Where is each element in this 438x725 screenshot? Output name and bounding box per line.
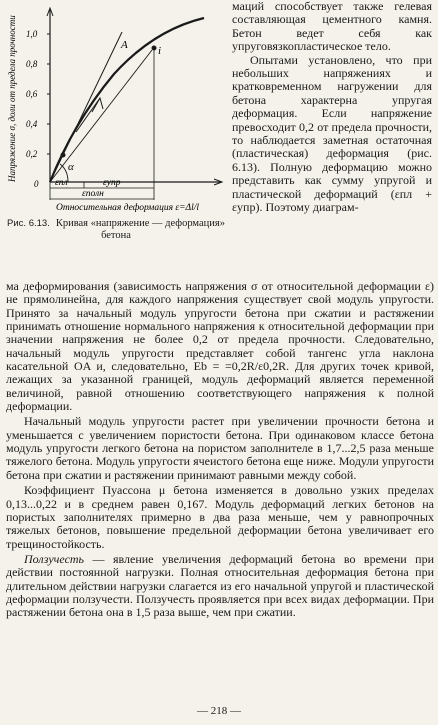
eps-upr-label: εупр — [103, 178, 121, 188]
stress-strain-figure — [4, 2, 226, 212]
x-axis-label: Относительная деформация ε=Δl/l — [56, 203, 200, 212]
figure-caption-text: Кривая «напряжение — деформация» бетона — [55, 218, 225, 241]
paragraph: маций способствует также гелевая составляющая цементного камня. Бетон ведет себя как упруговязкопластическое тело. — [232, 0, 432, 54]
main-text — [6, 280, 434, 622]
paragraph: Коэффициент Пуассона μ бетона изменяется в довольно узких пределах 0,13...0,22 и в среднем равен 0,167. Модуль деформаций легких бетонов на пористых заполнителях примерно в два раза меньше, чем у равнопрочных тяжелых бетонов, повышение предельной деформации бетона увеличивает его трещиностойкость. — [6, 483, 434, 551]
y-tick-label: 0,6 — [26, 89, 38, 99]
stress-strain-diagram — [4, 2, 226, 212]
point-A-label: A — [121, 39, 128, 51]
point-0-2-marker — [61, 153, 66, 158]
creep-definition: — явление увеличения деформаций бетона во времени при действии постоянной нагрузки. Полная относительная деформация бетона при длительном действии нагрузки слагается из его начальной упругой и пластической деформации ползучести. Ползучесть проявляется при всех видах деформации. При растяжении бетона она в 1,5 раза выше, чем при сжатии. — [6, 551, 434, 620]
y-tick-label: 0,8 — [26, 59, 38, 69]
y-tick-label: 0,2 — [26, 149, 38, 159]
y-tick-label: 0 — [34, 179, 39, 189]
page-number: — 218 — — [197, 705, 241, 717]
right-column-text — [232, 0, 432, 215]
paragraph: ма деформирования (зависимость напряжения σ от относительной деформации ε) не прямолинейна, для каждого напряжения существует свой модуль упругости. Принято за начальный модуль упругости бетона при сжатии и растяжении принимать отношение нормального напряжения к относительной деформации при значении напряжения не более 0,2 от предела прочности. Следовательно, начальный модуль упругости представляет собой тангенс угла наклона касательной OA и, следовательно, Eb = =0,2R/ε0,2R. Для других точек кривой, лежащих за указанной границей, модуль деформаций является переменной величиной, равной отношению соответствующего напряжения к полной деформации. — [6, 279, 434, 414]
y-tick-label: 1,0 — [26, 29, 38, 39]
eps-pl-label: εпл — [55, 178, 68, 188]
paragraph: Начальный модуль упругости растет при увеличении прочности бетона и уменьшается с увеличением пористости бетона. При одинаковом классе бетона модуль упругости легкого бетона на пористом заполнителе в 1,7...2,5 раза меньше тяжелого бетона. Модуль упругости ячеистого бетона еще ниже. Модули упругости бетона при сжатии и растяжении принимают равными между собой. — [6, 414, 434, 482]
paragraph — [6, 553, 434, 620]
point-i-label: i — [158, 45, 162, 57]
figure-caption-number: Рис. 6.13. — [7, 218, 50, 229]
paragraph: Опытами установлено, что при небольших напряжениях и кратковременном нагружении для бетона характерна упругая деформация. Если напряжение превосходит 0,2 от предела прочности, то наблюдается заметная остаточная (пластическая) деформация (рис. 6.13). Полную деформацию можно представить как сумму упругой и пластической деформаций (εпл + εупр). Поэтому диаграм- — [232, 52, 432, 215]
eps-poln-label: εполн — [82, 189, 104, 199]
y-tick-label: 0,4 — [26, 119, 38, 129]
secant-line — [50, 50, 152, 182]
figure-caption — [6, 218, 226, 242]
term-creep: Ползучесть — [24, 551, 85, 566]
angle-alpha-label: α — [68, 161, 74, 173]
y-axis-label: Напряжение σ, доли от предела прочности — [7, 15, 17, 182]
